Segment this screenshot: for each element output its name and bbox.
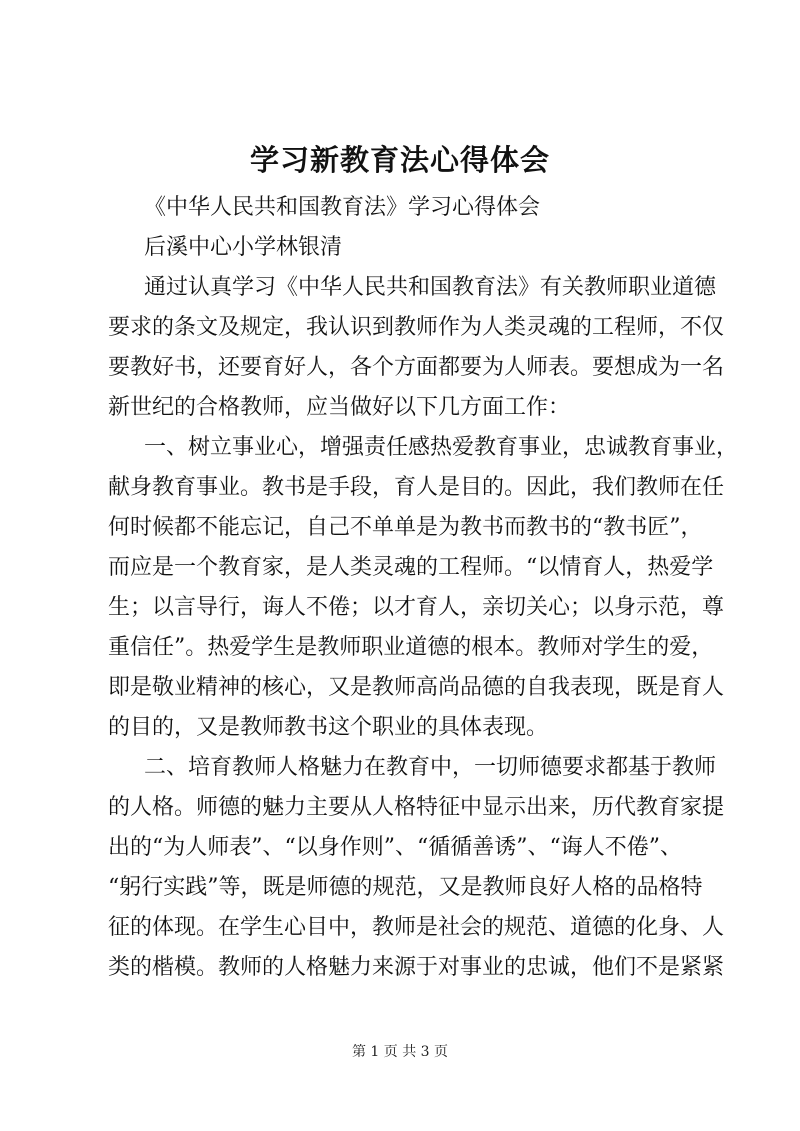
- paragraph-line: 征的体现。在学生心目中，教师是社会的规范、道德的化身、人: [108, 915, 725, 940]
- paragraph-line: 出的“为人师表”、“以身作则”、“循循善诱”、“诲人不倦”、: [108, 835, 682, 860]
- paragraph-line: 要教好书，还要育好人，各个方面都要为人师表。要想成为一名: [108, 355, 725, 380]
- paragraph-line: 献身教育事业。教书是手段，育人是目的。因此，我们教师在任: [108, 475, 725, 500]
- document-subtitle: 《中华人民共和国教育法》学习心得体会: [144, 195, 541, 220]
- page-number-footer: 第 1 页 共 3 页: [351, 1044, 449, 1060]
- paragraph-line: 二、培育教师人格魅力在教育中，一切师德要求都基于教师: [144, 755, 717, 780]
- paragraph-line: 何时候都不能忘记，自己不单单是为教书而教书的“教书匠”，: [108, 515, 703, 540]
- paragraph-line: 的人格。师德的魅力主要从人格特征中显示出来，历代教育家提: [108, 795, 725, 820]
- paragraph-line: 即是敬业精神的核心，又是教师高尚品德的自我表现，既是育人: [108, 675, 725, 700]
- paragraph-line: 而应是一个教育家，是人类灵魂的工程师。“以情育人，热爱学: [108, 555, 714, 580]
- paragraph-line: 要求的条文及规定，我认识到教师作为人类灵魂的工程师，不仅: [108, 315, 725, 340]
- document-title: 学习新教育法心得体会: [249, 143, 550, 177]
- author-line: 后溪中心小学林银清: [144, 235, 343, 260]
- paragraph-line: “躬行实践”等，既是师德的规范，又是教师良好人格的品格特: [108, 875, 703, 900]
- paragraph-line: 重信任”。热爱学生是教师职业道德的根本。教师对学生的爱，: [108, 635, 714, 660]
- paragraph-line: 通过认真学习《中华人民共和国教育法》有关教师职业道德: [144, 275, 717, 300]
- paragraph-line: 的目的，又是教师教书这个职业的具体表现。: [108, 715, 549, 740]
- paragraph-line: 新世纪的合格教师，应当做好以下几方面工作：: [108, 395, 571, 420]
- paragraph-line: 类的楷模。教师的人格魅力来源于对事业的忠诚，他们不是紧紧: [108, 955, 725, 980]
- paragraph-line: 生；以言导行，诲人不倦；以才育人，亲切关心；以身示范，尊: [108, 595, 725, 620]
- paragraph-line: 一、树立事业心，增强责任感热爱教育事业，忠诚教育事业，: [144, 435, 739, 460]
